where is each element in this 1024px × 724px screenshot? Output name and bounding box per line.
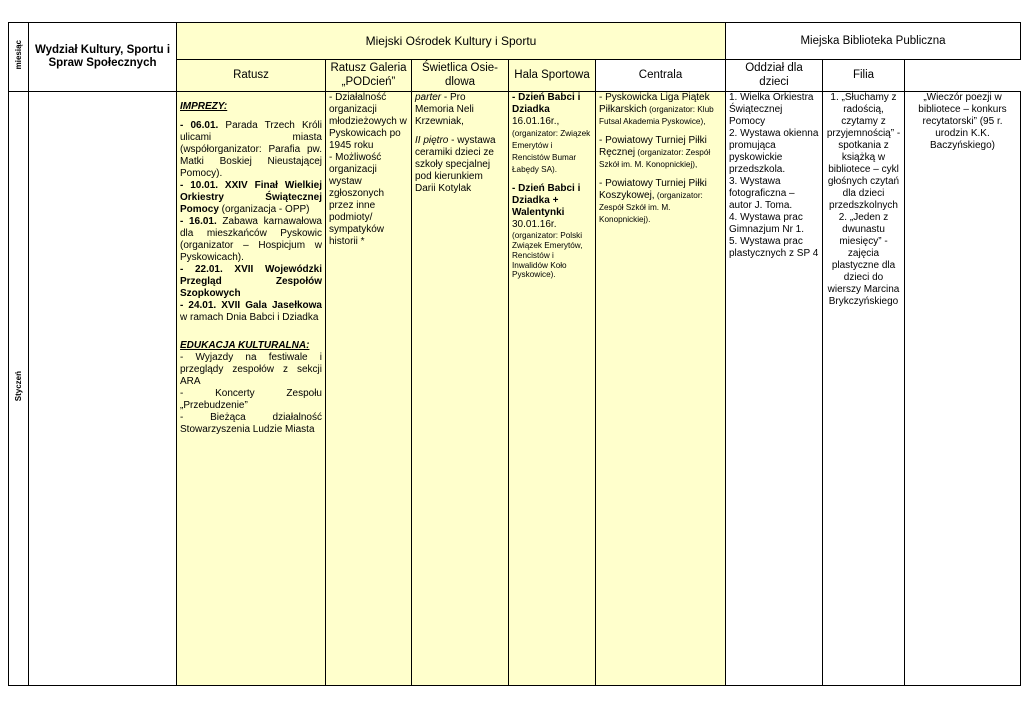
hala-cell [596, 92, 726, 686]
mbp-header: Miejska Biblioteka Publiczna [800, 35, 946, 48]
filia-cell [905, 92, 1021, 686]
events-table [8, 22, 1021, 686]
mosk-header-cell [177, 23, 726, 60]
list-item: - 10.01. XXIV Finał Wielkiej Orkiestry Świątecznej Pomocy (organizacja - OPP) [180, 180, 322, 215]
swietlica-event-title: - Dzień Babci i Dziadka [512, 92, 581, 115]
list-item: 1. Wielka Orkiestra Świątecznej Pomocy [729, 92, 814, 127]
filia-header: Filia [852, 68, 875, 81]
list-item: 3. Wystawa fotograficzna – autor J. Toma. [729, 176, 795, 211]
wydzial-header: Wydział Kultury, Sportu i Spraw Społecznych [34, 43, 171, 69]
list-item: - 06.01. Parada Trzech Króli ulicami miasta (współorganizator: Parafia pw. Matki Boskiej Nieustającej Pomocy). [180, 120, 322, 179]
hala-header: Hala Sportowa [514, 68, 590, 81]
list-item: 1. „Słuchamy z radością, czytamy z przyjemnością” - spotkania z książką w bibliotece – cykl głośnych czytań dla dzieci przedszkolnych [826, 92, 901, 211]
list-item: 5. Wystawa prac plastycznych z SP 4 [729, 236, 819, 259]
imprezy-cell [177, 92, 326, 686]
list-item: - 24.01. XVII Gala Jasełkowa w ramach Dnia Babci i Dziadka [180, 300, 322, 323]
galeria-cell [412, 92, 509, 686]
ratusz-item: - Możliwość organizacji wystaw zgłoszonych przez inne podmioty/ sympatyków historii * [329, 152, 385, 247]
galeria-item: II piętro - wystawa ceramiki dzieci ze szkoły specjalnej pod kierunkiem Darii Kotylak [415, 135, 496, 194]
imprezy-heading: IMPREZY: [180, 101, 228, 112]
month-header: miesiąc [13, 40, 23, 70]
list-item: 4. Wystawa prac Gimnazjum Nr 1. [729, 212, 805, 235]
list-item: - 16.01. Zabawa karnawałowa dla mieszkańców Pyskowic (organizator – Hospicjum w Pyskowicach). [180, 216, 322, 263]
swietlica-header-cell [412, 60, 509, 92]
oddzial-header-cell [726, 60, 823, 92]
month-label: Styczeń [13, 371, 23, 402]
galeria-header-cell [326, 60, 412, 92]
swietlica-event-detail: 16.01.16r., (organizator: Związek Emerytów i Rencistów Bumar Łabędy SA). [512, 116, 591, 174]
list-item: - Bieżąca działalność Stowarzyszenia Ludzie Miasta [180, 412, 322, 435]
edukacja-heading: EDUKACJA KULTURALNA: [180, 340, 310, 351]
mbp-header-cell [726, 23, 1021, 60]
list-item: 2. Wystawa okienna promująca pyskowickie przedszkola. [729, 128, 819, 175]
hala-item: - Powiatowy Turniej Piłki Ręcznej (organizator: Zespół Szkół im. M. Konopnickiej), [599, 135, 711, 169]
centrala-header: Centrala [638, 68, 683, 81]
centrala-header-cell [596, 60, 726, 92]
wydzial-cell [29, 92, 177, 686]
swietlica-event-title: - Dzień Babci i Dziadka + Walentynki [512, 183, 581, 218]
centrala-cell [726, 92, 823, 686]
ratusz-header: Ratusz [233, 68, 269, 81]
swietlica-event-date: 30.01.16r. [512, 219, 557, 230]
list-item: - Koncerty Zespołu „Przebudzenie” [180, 388, 322, 411]
mosk-header: Miejski Ośrodek Kultury i Sportu [365, 33, 537, 48]
ratusz-item: - Działalność organizacji młodzieżowych w Pyskowicach po 1945 roku [329, 92, 407, 151]
ratusz-cell [326, 92, 412, 686]
list-item: - Wyjazdy na festiwale i przeglądy zespołów z sekcji ARA [180, 352, 322, 387]
filia-header-cell [823, 60, 905, 92]
hala-item: - Powiatowy Turniej Piłki Koszykowej, (organizator: Zespół Szkół im. M. Konopnickiej). [599, 178, 707, 224]
swietlica-header: Świetlica Osie-dlowa [421, 62, 499, 88]
oddzial-cell [823, 92, 905, 686]
galeria-header: Ratusz Galeria „PODcień” [330, 62, 407, 88]
month-cell [9, 92, 29, 686]
imprezy-list [180, 120, 322, 324]
swietlica-event-org: (organizator: Polski Związek Emerytów, Rencistów i Inwalidów Koło Pyskowice). [512, 231, 583, 280]
filia-item: „Wieczór poezji w bibliotece – konkurs recytatorski” (95 r. urodzin K.K. Baczyńskiego) [918, 92, 1007, 151]
wydzial-header-cell [29, 23, 177, 92]
hala-header-cell [509, 60, 596, 92]
list-item: 2. „Jeden z dwunastu miesięcy” - zajęcia plastyczne dla dzieci do wierszy Marcina Brykczyńskiego [827, 212, 900, 307]
ratusz-header-cell [177, 60, 326, 92]
list-item: - 22.01. XVII Wojewódzki Przegląd Zespołów Szopkowych [180, 264, 322, 299]
swietlica-cell [509, 92, 596, 686]
oddzial-header: Oddział dla dzieci [745, 62, 803, 88]
month-header-cell [9, 23, 29, 92]
hala-item: - Pyskowicka Liga Piątek Piłkarskich (organizator: Klub Futsal Akademia Pyskowice), [599, 92, 714, 126]
galeria-item: parter - Pro Memoria Neli Krzewniak, [415, 92, 474, 127]
